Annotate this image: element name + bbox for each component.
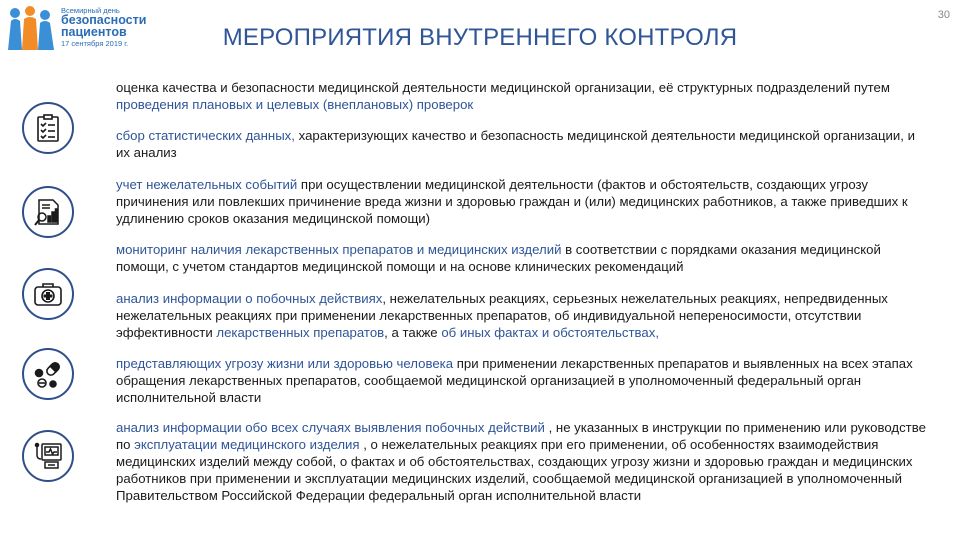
logo-line-1: Всемирный день [61,6,120,15]
checklist-icon [22,102,74,154]
first-aid-kit-icon [22,268,74,320]
list-item: учет нежелательных событий при осуществлении медицинской деятельности (фактов и обстоятельств, создающих угрозу причинения или повлекших причинение вреда жизни и здоровью граждан и (или) медицинских работников, а также приведших к удлинению сроков оказания медицинской помощи) [116,177,908,226]
list-item: мониторинг наличия лекарственных препаратов и медицинских изделий в соответствии с порядками оказания медицинской помощи, с учетом стандартов медицинской помощи и на основе клинических рекомендаций [116,242,881,274]
logo-line-3: пациентов [61,25,127,39]
list-item: анализ информации о побочных действиях, нежелательных реакциях, серьезных нежелательных реакциях, непредвиденных нежелательных реакциях при применении лекарственных препаратов, об индивидуальной непереносимости, отсутствии эффективности лекарственных препаратов, а также об иных фактах и обстоятельствах, [116,291,888,340]
logo-date: 17 сентября 2019 г. [61,39,129,48]
report-chart-icon [22,186,74,238]
list-item: оценка качества и безопасности медицинской деятельности медицинской организации, её структурных подразделений путем проведения плановых и целевых (внеплановых) проверок [116,80,890,112]
page-number: 30 [937,9,950,21]
list-item: анализ информации обо всех случаях выявления побочных действий , не указанных в инструкции по применению или руководстве по эксплуатации медицинского изделия , о нежелательных реакциях при его применении, об особенностях взаимодействия медицинских изделий между собой, о фактах и об обстоятельствах, создающих угрозу жизни и здоровью граждан и медицинских работников при применении и эксплуатации медицинских изделий, сообщаемой медицинской организацией в уполномоченный Правительством Российской Федерации федеральный орган исполнительной власти [116,420,926,503]
list-item: сбор статистических данных, характеризующих качество и безопасность медицинской деятельности медицинской организации, и их анализ [116,128,915,160]
logo-line-2: безопасности [61,13,147,27]
page-title: МЕРОПРИЯТИЯ ВНУТРЕННЕГО КОНТРОЛЯ [222,24,738,51]
list-item: представляющих угрозу жизни или здоровью человека при применении лекарственных препаратов и выявленных на всех этапах обращения лекарственных препаратов, сообщаемой медицинской организацией в уполномоченный федеральный орган исполнительной власти [116,356,913,405]
pills-icon [22,348,74,400]
medical-device-icon [22,430,74,482]
